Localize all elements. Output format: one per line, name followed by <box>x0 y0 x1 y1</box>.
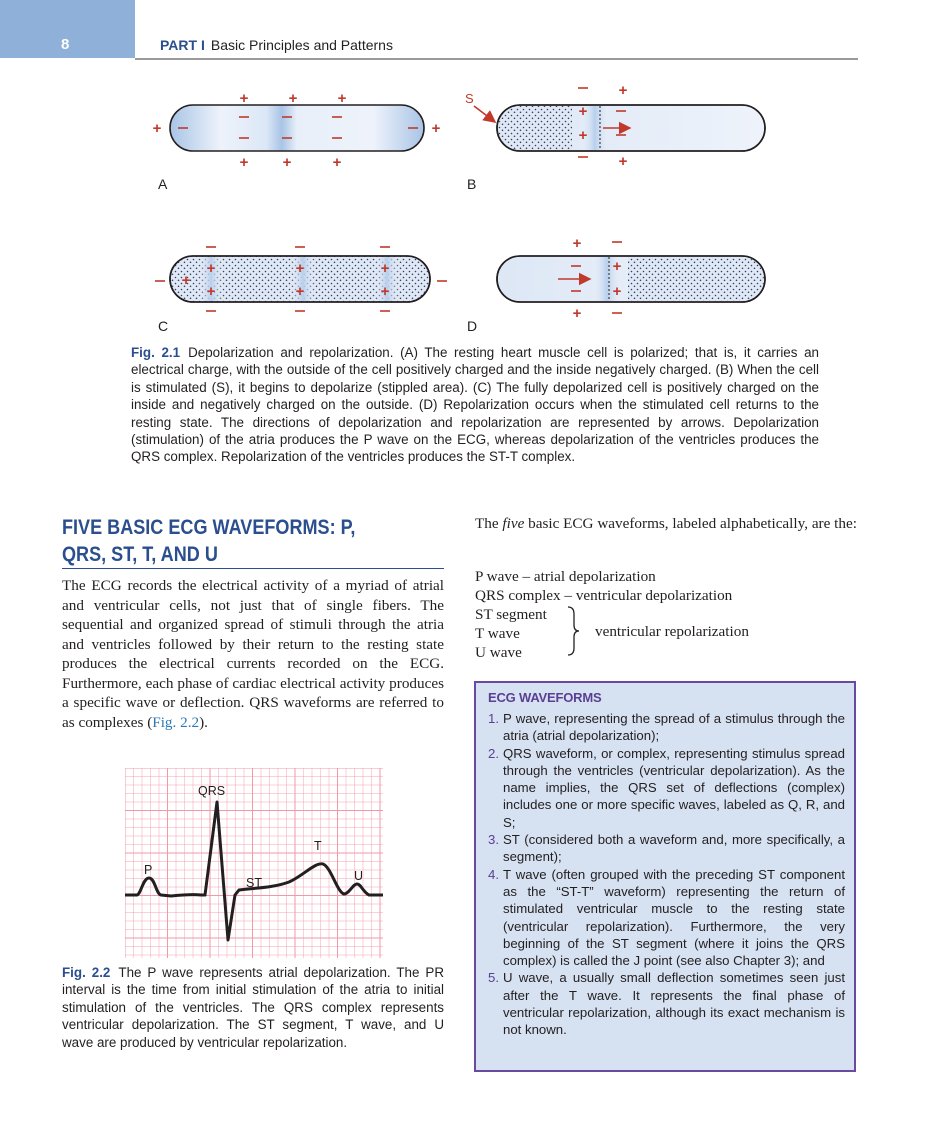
svg-text:+: + <box>431 120 441 137</box>
box-item <box>488 831 845 866</box>
box-item <box>488 866 845 970</box>
item-text: QRS waveform, or complex, representing stimulus spread through the ventricles (ventricular depolarization). As the name implies, the QRS set of deflections (complex) includes one or more specific waves, labeled as Q, R, and S; <box>503 745 845 830</box>
stimulus-label: S <box>465 91 474 106</box>
st-label: ST <box>246 876 262 890</box>
svg-text:+: + <box>152 120 162 137</box>
figure-2-1-caption-text: Depolarization and repolarization. (A) The resting heart muscle cell is polarized; that is, it carries an electrical charge, with the outside of the cell positively charged and the inside negatively charged. (B) When the cell is stimulated (S), it begins to depolarize (stippled area). (C) The fully depolarized cell is positively charged on the inside and negatively charged on the outside. (D) Repolarization occurs when the stimulated cell returns to the resting state. The directions of depolarization and repolarization are represented by arrows. Depolarization (stimulation) of the atria produces the P wave on the ECG, whereas depolarization of the ventricles produces the QRS complex. Repolarization of the ventricles produces the ST-T complex. <box>131 345 819 465</box>
panel-label-a: A <box>158 176 168 192</box>
figure-2-1-illustration <box>0 0 929 345</box>
intro-text-a: The <box>475 515 503 532</box>
section-paragraph <box>62 576 444 732</box>
stimulus-arrow <box>474 106 495 122</box>
svg-text:+: + <box>578 103 588 120</box>
svg-text:+: + <box>239 90 249 107</box>
svg-text:+: + <box>612 258 622 275</box>
figure-2-1-label: Fig. 2.1 <box>131 345 181 360</box>
figure-2-2-caption <box>62 964 444 1051</box>
box-title: ECG WAVEFORMS <box>488 690 602 705</box>
cell-a <box>170 105 424 151</box>
item-text: T wave (often grouped with the preceding ST component as the “ST-T” waveform) representing the return of stimulated ventricular muscle to the resting state (ventricular repolarization). Furthermore, the very beginning of the ST segment (where it joins the QRS complex) is called the J point (see also Chapter 3); and <box>503 866 845 969</box>
repolarization-brace <box>566 606 580 656</box>
ecg-trace <box>125 802 383 940</box>
svg-text:+: + <box>618 153 628 170</box>
svg-text:+: + <box>578 127 588 144</box>
qrs-label: QRS <box>198 784 226 798</box>
section-heading: FIVE BASIC ECG WAVEFORMS: P, QRS, ST, T, AND U <box>62 516 356 566</box>
wave-item-qrs: QRS complex – ventricular depolarization <box>475 587 733 604</box>
wave-item-st: ST segment <box>475 606 547 623</box>
svg-text:+: + <box>295 283 305 300</box>
repolarization-label: ventricular repolarization <box>595 623 749 640</box>
figure-2-1-caption <box>131 344 819 466</box>
box-item <box>488 710 845 745</box>
item-number: 2. <box>488 745 499 761</box>
intro-text-b: basic ECG waveforms, labeled alphabetically, are the: <box>524 515 857 532</box>
box-item <box>488 745 845 831</box>
box-item <box>488 969 845 1038</box>
panel-label-b: B <box>467 176 477 192</box>
section-heading-rule <box>62 568 444 569</box>
ecg-waveforms-box <box>474 681 856 1072</box>
svg-text:+: + <box>181 272 191 289</box>
svg-text:+: + <box>239 154 249 171</box>
item-text: U wave, a usually small deflection sometimes seen just after the T wave. It represents the final phase of ventricular repolarization, although its exact mechanism is not known. <box>503 970 845 1038</box>
panel-label-d: D <box>467 318 478 334</box>
page-number: 8 <box>61 36 70 53</box>
wave-item-u: U wave <box>475 644 522 661</box>
svg-text:+: + <box>295 260 305 277</box>
ecg-grid <box>125 768 383 958</box>
figure-2-2-link[interactable]: Fig. 2.2 <box>152 713 200 731</box>
svg-text:+: + <box>206 283 216 300</box>
wave-item-t: T wave <box>475 625 520 642</box>
svg-text:+: + <box>288 90 298 107</box>
panel-label-c: C <box>158 318 169 334</box>
item-number: 1. <box>488 711 499 726</box>
svg-text:+: + <box>618 82 628 99</box>
intro-emphasis: five <box>502 515 525 532</box>
svg-text:+: + <box>612 283 622 300</box>
p-wave-label: P <box>144 863 153 877</box>
waveforms-intro <box>475 514 858 534</box>
svg-text:+: + <box>572 235 582 252</box>
item-number: 5. <box>488 970 499 986</box>
svg-text:+: + <box>380 260 390 277</box>
item-number: 4. <box>488 866 499 882</box>
u-wave-label: U <box>354 869 364 883</box>
t-wave-label: T <box>314 839 322 853</box>
paragraph-end: ). <box>199 713 208 731</box>
wave-item-p: P wave – atrial depolarization <box>475 568 656 585</box>
svg-text:+: + <box>572 305 582 322</box>
part-label: PART I <box>160 37 205 53</box>
part-title: Basic Principles and Patterns <box>210 37 393 53</box>
svg-text:+: + <box>282 154 292 171</box>
paragraph-text: The ECG records the electrical activity of a myriad of atrial and ventricular cells, not just that of single fibers. The sequential and organized spread of stimuli through the atria and ventricles followed by their return to the resting state produces the electrical currents recorded on the ECG. Furthermore, each phase of cardiac electrical activity produces a specific wave or deflection. QRS waveforms are referred to as complexes ( <box>62 577 444 731</box>
figure-2-2-label: Fig. 2.2 <box>62 965 111 980</box>
svg-text:+: + <box>206 260 216 277</box>
box-list <box>488 710 845 1039</box>
item-text: P wave, representing the spread of a stimulus through the atria (atrial depolarization); <box>503 711 845 744</box>
svg-text:+: + <box>337 90 347 107</box>
figure-2-2-caption-text: The P wave represents atrial depolarization. The PR interval is the time from initial stimulation of the atria to initial stimulation of the ventricles. The QRS complex represents ventricular depolarization. The ST segment, T wave, and U wave are produced by ventricular repolarization. <box>62 965 445 1050</box>
svg-text:+: + <box>380 283 390 300</box>
item-number: 3. <box>488 832 499 848</box>
figure-2-2-ecg <box>125 768 383 958</box>
svg-text:+: + <box>332 154 342 171</box>
item-text: ST (considered both a waveform and, more specifically, a segment); <box>503 832 845 865</box>
